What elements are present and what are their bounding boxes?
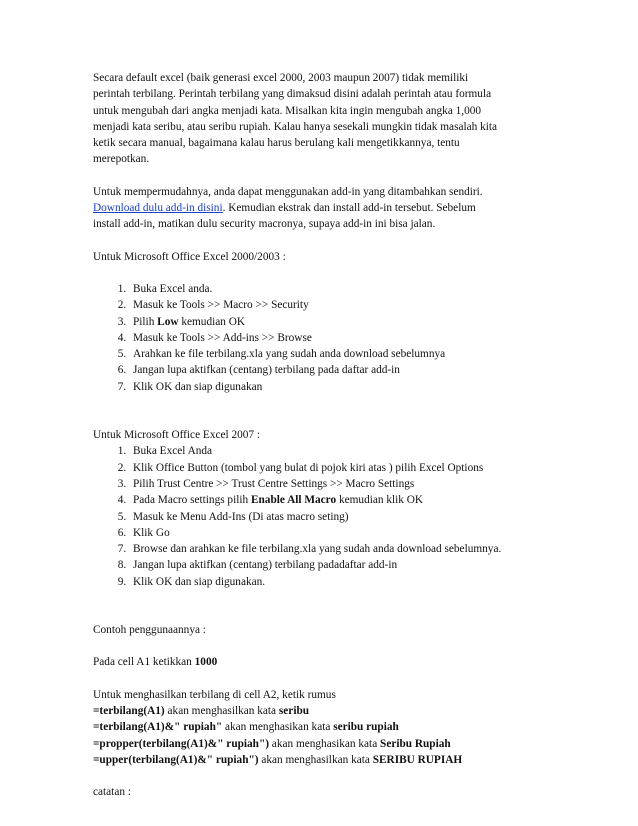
formula-mid: akan menghasikan kata [268,737,381,750]
step-bold-text: Enable All Macro [250,494,337,507]
intro-line: untuk mengubah dari angka menjadi kata. Misalkan kita ingin mengubah angka 1,000 [93,104,482,117]
formula-text: =propper(terbilang(A1)&" rupiah") [93,737,269,750]
step-text: Masuk ke Tools >> Add-ins >> Browse [133,331,312,344]
formula-result: seribu [278,704,310,717]
list-item [129,460,598,476]
list-item [129,281,598,297]
list-item [129,492,598,508]
formula-text: =terbilang(A1) [93,704,165,717]
step-text: Jangan lupa aktifkan (centang) terbilang pada daftar add-in [133,364,400,377]
formula-text: =terbilang(A1)&" rupiah" [93,721,223,734]
download-addin-link[interactable]: Download dulu add-in disini [93,202,223,215]
list-item [129,379,598,395]
list-item [129,346,598,362]
intro-line: ketik secara manual, bagaimana kalau harus berulang kali mengetikkannya, tentu [93,137,460,150]
step-text: Jangan lupa aktifkan (centang) terbilang padadaftar add-in [133,559,398,572]
excel2003-steps [93,281,598,395]
step-text: Klik OK dan siap digunakan. [133,575,266,588]
intro-line: menjadi kata seribu, atau seribu rupiah. Kalau hanya sesekali mungkin tidak masalah kita [93,120,498,133]
excel2007-steps [93,443,598,590]
formula-result: SERIBU RUPIAH [372,753,463,766]
formula-mid: akan menghasilkan kata [258,753,373,766]
list-item [129,297,598,313]
intro-paragraph [93,70,598,168]
list-item [129,541,598,557]
list-item [129,574,598,590]
step-text: kemudian OK [178,315,246,328]
step-text: Pada Macro settings pilih [133,494,251,507]
step-text: Klik OK dan siap digunakan [133,380,263,393]
step-text: Klik Office Button (tombol yang bulat di pojok kiri atas ) pilih Excel Options [133,461,484,474]
formula-text: =upper(terbilang(A1)&" rupiah") [93,753,259,766]
step-text: Masuk ke Menu Add-Ins (Di atas macro seting) [133,510,349,523]
addin-paragraph [93,184,598,233]
step-bold-text: Low [157,315,179,328]
intro-line: perintah terbilang. Perintah terbilang yang dimaksud disini adalah perintah atau formula [93,88,492,101]
step-text: kemudian klik OK [336,494,424,507]
list-item [129,557,598,573]
cell-instruction [93,654,598,670]
addin-line: Untuk mempermudahnya, anda dapat menggunakan add-in yang ditambahkan sendiri. [93,185,483,198]
step-text: Arahkan ke file terbilang.xla yang sudah anda download sebelumnya [133,348,446,361]
addin-line: . Kemudian ekstrak dan install add-in tersebut. Sebelum [222,202,476,215]
list-item [129,362,598,378]
list-item [129,525,598,541]
addin-line: install add-in, matikan dulu security macronya, supaya add-in ini bisa jalan. [93,218,436,231]
formula-mid: akan menghasilkan kata [164,704,279,717]
intro-line: Secara default excel (baik generasi excel 2000, 2003 maupun 2007) tidak memiliki [93,72,469,84]
formula-result: Seribu Rupiah [380,737,451,750]
step-text: Masuk ke Tools >> Macro >> Security [133,299,309,312]
formula-result: seribu rupiah [333,721,399,734]
excel2007-heading: Untuk Microsoft Office Excel 2007 : [93,429,261,442]
list-item [129,476,598,492]
step-text: Pilih Trust Centre >> Trust Centre Settings >> Macro Settings [133,477,415,490]
list-item [129,314,598,330]
step-text: Buka Excel Anda [133,445,213,458]
cell-instruction-text: Pada cell A1 ketikkan [93,656,195,669]
example-heading: Contoh penggunaannya : [93,624,206,637]
formula-mid: akan menghasikan kata [222,721,334,734]
formula-block [93,687,598,768]
list-item [129,443,598,459]
cell-value: 1000 [194,656,218,669]
formula-intro: Untuk menghasilkan terbilang di cell A2, ketik rumus [93,688,336,701]
intro-line: merepotkan. [93,153,150,166]
step-text: Pilih [133,315,158,328]
note-heading: catatan : [93,786,131,799]
list-item [129,509,598,525]
step-text: Buka Excel anda. [133,282,213,295]
excel2003-heading: Untuk Microsoft Office Excel 2000/2003 : [93,250,286,263]
step-text: Klik Go [133,526,170,539]
list-item [129,330,598,346]
step-text: Browse dan arahkan ke file terbilang.xla yang sudah anda download sebelumnya. [133,543,502,556]
